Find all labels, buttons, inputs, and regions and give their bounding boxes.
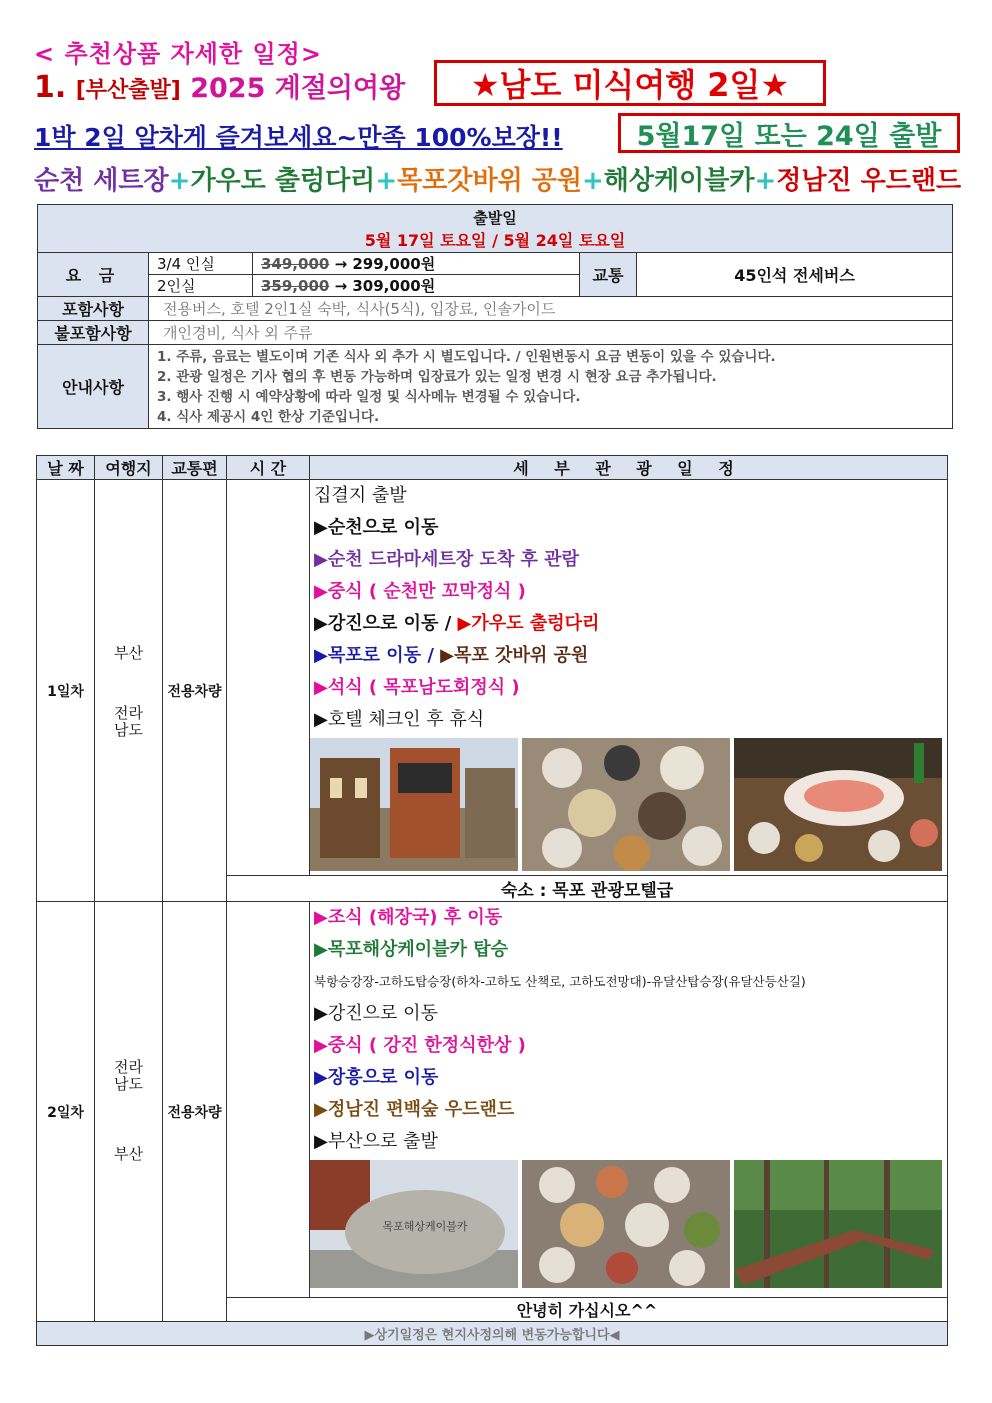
arrow-icon: ▶ bbox=[314, 581, 328, 602]
arrow-icon: ▶ bbox=[314, 549, 328, 570]
include-value: 전용버스, 호텔 2인1실 숙박, 식사(5식), 입장료, 인솔가이드 bbox=[149, 297, 953, 321]
exclude-value: 개인경비, 식사 외 주류 bbox=[149, 321, 953, 345]
destination-to: 부산 bbox=[114, 1145, 143, 1163]
bottom-note: ▶상기일정은 현지사정의해 변동가능합니다◀ bbox=[37, 1322, 948, 1346]
old-price: 349,000 bbox=[261, 255, 330, 273]
route-stop: 순천 세트장 bbox=[34, 166, 169, 196]
route-plus: + bbox=[168, 166, 191, 196]
transport-cell: 전용차량 bbox=[163, 902, 227, 1322]
hanjeongsik-table-photo bbox=[522, 1160, 730, 1293]
schedule-item: ▶부산으로 출발 bbox=[314, 1131, 438, 1152]
day1-details bbox=[310, 480, 948, 876]
itinerary-table bbox=[36, 455, 948, 1346]
include-label: 포함사항 bbox=[38, 297, 149, 321]
arrow-icon: ▶ bbox=[440, 645, 455, 666]
transport-value: 45인석 전세버스 bbox=[637, 253, 953, 297]
arrow-icon: ▶ bbox=[314, 1003, 328, 1024]
exclude-label: 불포함사항 bbox=[38, 321, 149, 345]
schedule-item: ▶목포해상케이블카 탑승 bbox=[314, 939, 508, 960]
arrow-icon: ▶ bbox=[457, 613, 472, 634]
col-transport: 교통편 bbox=[163, 456, 227, 480]
item-number: 1. bbox=[34, 70, 67, 105]
arrow-icon: → bbox=[334, 277, 348, 295]
day2-details bbox=[310, 902, 948, 1298]
day-label: 1일차 bbox=[37, 480, 95, 902]
arrow-icon: ▶ bbox=[314, 613, 328, 634]
new-price: 299,000원 bbox=[352, 255, 436, 273]
notice-list bbox=[149, 345, 953, 429]
schedule-item: ▶순천 드라마세트장 도착 후 관람 bbox=[314, 549, 579, 570]
fee-price bbox=[253, 253, 580, 275]
schedule-item: ▶호텔 체크인 후 휴식 bbox=[314, 709, 485, 730]
arrow-icon: ▶ bbox=[314, 1099, 328, 1120]
notice-label: 안내사항 bbox=[38, 345, 149, 429]
schedule-item: 집결지 출발 bbox=[314, 485, 407, 506]
room-type: 3/4 인실 bbox=[149, 253, 253, 275]
col-details: 세 부 관 광 일 정 bbox=[310, 456, 948, 480]
farewell-note: 안녕히 가십시오^^ bbox=[227, 1298, 948, 1322]
fee-price bbox=[253, 275, 580, 297]
schedule-item: 북항승강장-고하도탑승장(하차-고하도 산책로, 고하도전망대)-유달산탑승장(유달산등산길) bbox=[314, 974, 806, 989]
transport-cell: 전용차량 bbox=[163, 480, 227, 902]
new-price: 309,000원 bbox=[352, 277, 436, 295]
notice-item: 4. 식사 제공시 4인 한상 기준입니다. bbox=[157, 408, 380, 425]
arrow-icon: ▶ bbox=[314, 907, 328, 928]
route-plus: + bbox=[375, 166, 398, 196]
route-stop: 정남진 우드랜드 bbox=[776, 166, 962, 196]
schedule-item: ▶순천으로 이동 bbox=[314, 517, 439, 538]
schedule-item: ▶강진으로 이동 bbox=[314, 1003, 438, 1024]
drama-set-photo bbox=[310, 738, 518, 871]
schedule-item: ▶장흥으로 이동 bbox=[314, 1067, 439, 1088]
tour-highlight-box: ★남도 미식여행 2일★ bbox=[434, 60, 826, 106]
schedule-item: ▶조식 (해장국) 후 이동 bbox=[314, 907, 503, 928]
departure-tag: [부산출발] bbox=[75, 78, 181, 103]
col-destination: 여행지 bbox=[95, 456, 163, 480]
schedule-item: ▶석식 ( 목포남도회정식 ) bbox=[314, 677, 520, 698]
arrow-icon: ▶ bbox=[314, 645, 328, 666]
arrow-icon: ▶ bbox=[314, 1035, 328, 1056]
destination-from: 전라 남도 bbox=[114, 1058, 143, 1093]
schedule-item: ▶정남진 편백숲 우드랜드 bbox=[314, 1099, 515, 1120]
schedule-item: ▶강진으로 이동 / ▶가우도 출렁다리 bbox=[314, 613, 600, 634]
departure-label: 출발일 bbox=[473, 208, 517, 227]
route-stop: 목포갓바위 공원 bbox=[397, 166, 582, 196]
forest-walkway-photo bbox=[734, 1160, 942, 1293]
col-time: 시 간 bbox=[227, 456, 310, 480]
lodging-note: 숙소 : 목포 관광모텔급 bbox=[227, 876, 948, 902]
departure-dates: 5월 17일 토요일 / 5월 24일 토요일 bbox=[364, 230, 626, 250]
departure-dates-cell bbox=[38, 205, 953, 253]
notice-item: 3. 행사 진행 시 예약상황에 따라 일정 및 식사메뉴 변경될 수 있습니다. bbox=[157, 388, 581, 405]
old-price: 359,000 bbox=[261, 277, 330, 295]
time-cell bbox=[227, 480, 310, 876]
korean-table-photo bbox=[522, 738, 730, 871]
arrow-icon: ▶ bbox=[314, 939, 328, 960]
arrow-icon: → bbox=[334, 255, 348, 273]
destination-from: 부산 bbox=[114, 644, 143, 662]
departure-date-box: 5월17일 또는 24일 출발 bbox=[618, 113, 960, 153]
tour-info-table bbox=[37, 204, 953, 429]
route-line bbox=[34, 160, 961, 197]
product-title bbox=[34, 66, 405, 105]
route-plus: + bbox=[581, 166, 604, 196]
schedule-item: ▶중식 ( 강진 한정식한상 ) bbox=[314, 1035, 526, 1056]
col-date: 날 짜 bbox=[37, 456, 95, 480]
arrow-icon: ▶ bbox=[314, 709, 328, 730]
transport-label: 교통 bbox=[580, 253, 637, 297]
time-cell bbox=[227, 902, 310, 1298]
arrow-icon: ▶ bbox=[314, 677, 328, 698]
destination-to: 전라 남도 bbox=[114, 704, 143, 739]
promo-heading: < 추천상품 자세한 일정> bbox=[34, 40, 322, 68]
route-plus: + bbox=[754, 166, 777, 196]
destination-cell bbox=[95, 902, 163, 1322]
seafood-table-photo bbox=[734, 738, 942, 871]
arrow-icon: ▶ bbox=[314, 1067, 328, 1088]
destination-cell bbox=[95, 480, 163, 902]
notice-item: 1. 주류, 음료는 별도이며 기존 식사 외 추가 시 별도입니다. / 인원변동시 요금 변동이 있을 수 있습니다. bbox=[157, 348, 776, 365]
stone-inscription: 목포해상케이블카 bbox=[382, 1220, 468, 1233]
notice-item: 2. 관광 일정은 기사 협의 후 변동 가능하며 입장료가 있는 일정 변경 시 현장 요금 추가됩니다. bbox=[157, 368, 717, 385]
arrow-icon: ▶ bbox=[314, 517, 328, 538]
year-title: 2025 계절의여왕 bbox=[190, 73, 406, 104]
route-stop: 가우도 출렁다리 bbox=[190, 166, 376, 196]
arrow-icon: ▶ bbox=[314, 1131, 328, 1152]
schedule-item: ▶중식 ( 순천만 꼬막정식 ) bbox=[314, 581, 526, 602]
room-type: 2인실 bbox=[149, 275, 253, 297]
cable-car-stone-photo bbox=[310, 1160, 518, 1293]
day1-photos bbox=[310, 736, 947, 875]
fee-label: 요 금 bbox=[38, 253, 149, 297]
day2-photos bbox=[310, 1158, 947, 1297]
tagline: 1박 2일 알차게 즐겨보세요~만족 100%보장!! bbox=[34, 123, 563, 152]
schedule-item: ▶목포로 이동 / ▶목포 갓바위 공원 bbox=[314, 645, 589, 666]
day-label: 2일차 bbox=[37, 902, 95, 1322]
route-stop: 해상케이블카 bbox=[603, 166, 755, 196]
